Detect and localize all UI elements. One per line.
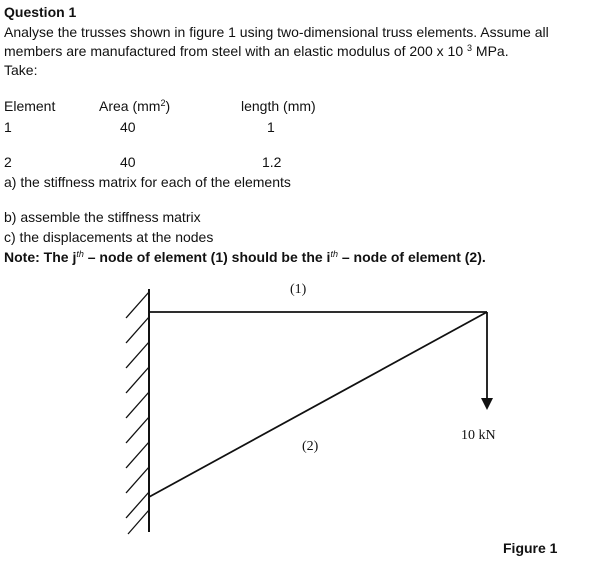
area-header-prefix: Area (mm: [99, 98, 161, 114]
member-2: [149, 312, 487, 497]
task-b: b) assemble the stiffness matrix: [4, 209, 201, 225]
question-title: Question 1: [4, 4, 77, 20]
table-row-1-area: 40: [120, 119, 136, 135]
wall-hatching: [126, 292, 149, 534]
note-part-2: – node of element (1) should be the i: [83, 249, 331, 265]
table-row-1-length: 1: [267, 119, 275, 135]
table-header-length: length (mm): [241, 98, 316, 114]
area-header-suffix: ): [165, 98, 171, 114]
load-arrow-head-icon: [481, 398, 493, 410]
member-2-label: (2): [302, 439, 319, 454]
intro-line-2-prefix: members are manufactured from steel with an elastic modulus of 200 x 10: [4, 43, 464, 59]
load-label: 10 kN: [461, 428, 496, 443]
modulus-exponent: 3: [467, 43, 473, 53]
area-header-exponent: 2: [160, 98, 166, 108]
table-row-2-area: 40: [120, 154, 136, 170]
intro-line-2-suffix: MPa.: [472, 43, 509, 59]
table-row-1-element: 1: [4, 119, 12, 135]
note-sup-1: th: [76, 249, 84, 259]
table-header-element: Element: [4, 98, 56, 114]
note-part-3: – node of element (2).: [337, 249, 486, 265]
table-row-2-length: 1.2: [262, 154, 282, 170]
table-row-2-element: 2: [4, 154, 12, 170]
figure-caption: Figure 1: [503, 540, 558, 556]
member-1-label: (1): [290, 282, 307, 297]
intro-line-1: Analyse the trusses shown in figure 1 using two-dimensional truss elements. Assume all: [4, 24, 549, 40]
note-part-1: The j: [39, 249, 77, 265]
task-a: a) the stiffness matrix for each of the elements: [4, 174, 291, 190]
note-sup-2: th: [330, 249, 338, 259]
task-c: c) the displacements at the nodes: [4, 229, 214, 245]
note-label: Note:: [4, 249, 40, 265]
take-label: Take:: [4, 62, 38, 78]
